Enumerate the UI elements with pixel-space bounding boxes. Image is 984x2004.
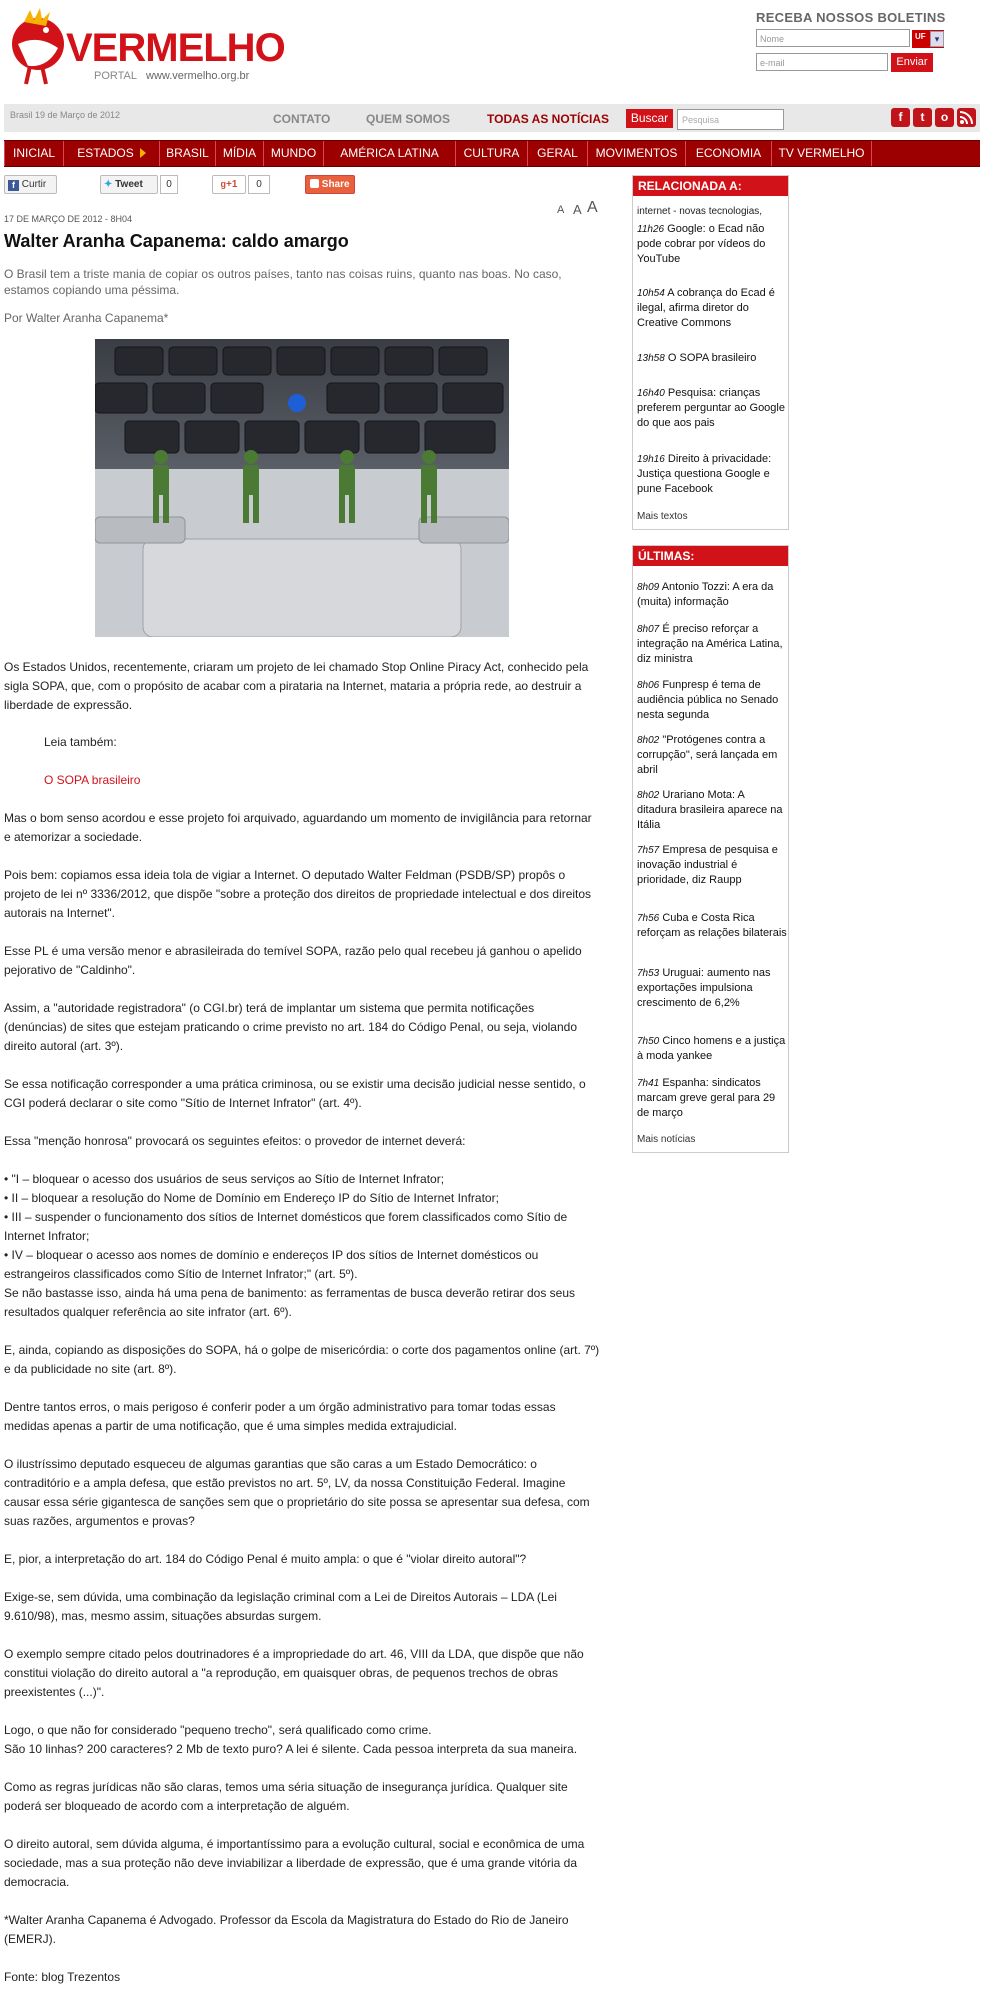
latest-item[interactable]: 7h41 Espanha: sindicatos marcam greve geral para 29 de março xyxy=(637,1077,776,1119)
newsletter-name-input[interactable]: Nome xyxy=(756,29,910,47)
nav-item-america-latina[interactable]: AMÉRICA LATINA xyxy=(324,141,456,166)
nav-item-brasil[interactable]: BRASIL xyxy=(160,141,216,166)
article-paragraph: O direito autoral, sem dúvida alguma, é importantíssimo para a evolução cultural, social e econômica de uma sociedade, mas a sua proteção não deve inviabilizar a liberdade de expressão, que é uma grande vitória da democracia. xyxy=(4,1837,585,1889)
latest-item[interactable]: 7h50 Cinco homens e a justiça à moda yankee xyxy=(637,1035,786,1062)
google-plus-icon: g xyxy=(220,179,227,189)
related-title: RELACIONADA A: xyxy=(633,176,788,196)
latest-item[interactable]: 8h06 Funpresp é tema de audiência pública no Senado nesta segunda xyxy=(637,679,779,721)
plusone-count: 0 xyxy=(248,175,270,194)
article-paragraph: Os Estados Unidos, recentemente, criaram um projeto de lei chamado Stop Online Piracy Act, conhecido pela sigla SOPA, que, com o propósito de acabar com a pirataria na Internet, mataria a própria rede, ao destruir a liberdade de expressão. xyxy=(4,660,589,712)
uf-select[interactable]: UF xyxy=(912,30,944,48)
latest-box xyxy=(632,545,789,1153)
article-paragraph: Exige-se, sem dúvida, uma combinação da legislação criminal com a Lei de Direitos Autorais – LDA (Lei 9.610/98), mas, mesmo assim, situações absurdas surgem. xyxy=(4,1590,557,1623)
article-date: 17 DE MARÇO DE 2012 - 8H04 xyxy=(4,214,133,224)
article-paragraph: O ilustríssimo deputado esqueceu de algumas garantias que são caras a um Estado Democrático: o contraditório e a ampla defesa, que estão previstos no art. 5º, LV, da nossa Constituição Federal. Imagine causar essa série gigantesca de sanções sem que o proprietário do site possa se apresentar sua defesa, com suas razões, argumentos e provas? xyxy=(4,1457,590,1528)
contact-link[interactable]: CONTATO xyxy=(273,112,331,126)
google-plusone-button[interactable]: g+1 xyxy=(212,175,246,194)
nav-item-geral[interactable]: GERAL xyxy=(528,141,588,166)
share-icon xyxy=(310,179,319,188)
font-size-small-button[interactable]: A xyxy=(557,204,565,216)
nav-item-economia[interactable]: ECONOMIA xyxy=(686,141,772,166)
share-button[interactable]: Share xyxy=(305,175,355,194)
article-paragraph: Essa "menção honrosa" provocará os seguintes efeitos: o provedor de internet deverá: xyxy=(4,1134,466,1148)
article-photo xyxy=(95,339,509,637)
article-paragraph: Como as regras jurídicas não são claras, temos uma séria situação de insegurança jurídica. Qualquer site poderá ser bloqueado de acordo com a interpretação de alguém. xyxy=(4,1780,568,1813)
facebook-icon[interactable]: f xyxy=(891,108,910,127)
latest-item[interactable]: 7h53 Uruguai: aumento nas exportações impulsiona crescimento de 6,2% xyxy=(637,967,771,1009)
latest-title: ÚLTIMAS: xyxy=(633,546,788,566)
current-date: Brasil 19 de Março de 2012 xyxy=(10,110,121,120)
nav-item-mundo[interactable]: MUNDO xyxy=(264,141,324,166)
related-item[interactable]: 10h54 A cobrança do Ecad é ilegal, afirma diretor do Creative Commons xyxy=(637,287,775,329)
search-input[interactable]: Pesquisa xyxy=(677,109,784,130)
brand-url: www.vermelho.org.br xyxy=(146,70,250,82)
latest-item[interactable]: 7h57 Empresa de pesquisa e inovação industrial é prioridade, diz Raupp xyxy=(637,844,778,886)
related-item[interactable]: 19h16 Direito à privacidade: Justiça questiona Google e pune Facebook xyxy=(637,453,772,495)
latest-item[interactable]: 8h09 Antonio Tozzi: A era da (muita) informação xyxy=(637,581,774,608)
related-item[interactable]: 11h26 Google: o Ecad não pode cobrar por vídeos do YouTube xyxy=(637,223,766,265)
twitter-icon[interactable]: t xyxy=(913,108,932,127)
main-nav xyxy=(4,140,980,167)
all-news-link[interactable]: TODAS AS NOTÍCIAS xyxy=(487,112,610,126)
related-tags[interactable]: internet - novas tecnologias, xyxy=(637,206,763,217)
nav-item-movimentos[interactable]: MOVIMENTOS xyxy=(588,141,686,166)
font-size-large-button[interactable]: A xyxy=(587,199,598,216)
article-paragraph: Assim, a "autoridade registradora" (o CGI.br) terá de implantar um sistema que permita notificações (denúncias) de sites que estejam praticando o crime previsto no art. 184 do Código Penal, ou seja, violando direito autoral (art. 3º). xyxy=(4,1001,578,1053)
latest-item[interactable]: 8h02 Urariano Mota: A ditadura brasileira aparece na Itália xyxy=(637,789,783,831)
article-byline: Por Walter Aranha Capanema* xyxy=(4,311,169,325)
nav-item-estados[interactable]: ESTADOS xyxy=(64,141,160,166)
facebook-icon: f xyxy=(8,180,19,191)
nav-item-tv-vermelho[interactable]: TV VERMELHO xyxy=(772,141,872,166)
brand-portal-label: PORTAL xyxy=(94,70,137,82)
article-list: • "I – bloquear o acesso dos usuários de seus serviços ao Sítio de Internet Infrator; • II – bloquear a resolução do Nome de Domínio em Endereço IP do Sítio de Internet Infrator; • III – suspender o funcionamento dos sítios de Internet domésticos que forem classificados como Sítio de Internet Infrator; • IV – bloquear o acesso aos nomes de domínio e endereços IP dos sítios de Internet domésticos ou estrangeiros classificados como Sítio de Internet Infrator;" (art. 5º). Se não bastasse isso, ainda há uma pena de banimento: as ferramentas de busca deverão retirar dos seus resultados qualquer referência ao site infrator (art. 6º). xyxy=(4,1172,576,1319)
article-paragraph: O exemplo sempre citado pelos doutrinadores é a impropriedade do art. 46, VIII da LDA, que dispõe que não constitui violação do direito autoral a "a reprodução, em quaisquer obras, de pequenos trechos de obras preexistentes (...)". xyxy=(4,1647,584,1699)
related-box xyxy=(632,175,789,530)
brand-name: VERMELHO xyxy=(66,26,285,70)
article-paragraph: Esse PL é uma versão menor e abrasileirada do temível SOPA, razão pelo qual recebeu já ganhou o apelido pejorativo de "Caldinho". xyxy=(4,944,582,977)
latest-item[interactable]: 7h56 Cuba e Costa Rica reforçam as relações bilaterais xyxy=(637,912,787,939)
search-button[interactable]: Buscar xyxy=(626,109,673,128)
read-also-link[interactable]: O SOPA brasileiro xyxy=(44,773,141,787)
related-item[interactable]: 13h58 O SOPA brasileiro xyxy=(637,352,757,364)
newsletter-submit-button[interactable]: Enviar xyxy=(891,53,933,72)
about-link[interactable]: QUEM SOMOS xyxy=(366,112,451,126)
newsletter-box xyxy=(756,10,976,25)
article-paragraph: Logo, o que não for considerado "pequeno trecho", será qualificado como crime. São 10 linhas? 200 caracteres? 2 Mb de texto puro? A lei é silente. Cada pessoa interpreta da sua maneira. xyxy=(4,1723,578,1756)
article-paragraph: Mas o bom senso acordou e esse projeto foi arquivado, aguardando um momento de invigilância para retornar e atemorizar a sociedade. xyxy=(4,811,592,844)
article-lead: O Brasil tem a triste mania de copiar os outros países, tanto nas coisas ruins, quanto nas boas. No caso, estamos copiando uma péssima. xyxy=(4,267,562,297)
article-paragraph: E, pior, a interpretação do art. 184 do Código Penal é muito ampla: o que é "violar direito autoral"? xyxy=(4,1552,527,1566)
nav-item-inicial[interactable]: INICIAL xyxy=(4,141,64,166)
latest-item[interactable]: 8h02 "Protógenes contra a corrupção", será lançada em abril xyxy=(637,734,778,776)
newsletter-title: RECEBA NOSSOS BOLETINS xyxy=(756,10,946,25)
chevron-right-icon xyxy=(140,148,146,158)
article-source: Fonte: blog Trezentos xyxy=(4,1970,121,1984)
latest-item[interactable]: 8h07 É preciso reforçar a integração na América Latina, diz ministra xyxy=(637,623,783,665)
more-texts-link[interactable]: Mais textos xyxy=(637,511,688,522)
read-also-label: Leia também: xyxy=(44,735,117,749)
rss-icon[interactable] xyxy=(957,108,976,127)
chevron-down-icon[interactable]: ▾ xyxy=(930,31,944,47)
tweet-count: 0 xyxy=(160,175,178,194)
article-paragraph: Pois bem: copiamos essa ideia tola de vigiar a Internet. O deputado Walter Feldman (PSDB/SP) propôs o projeto de lei nº 3336/2012, que dispõe "sobre a proteção dos direitos de propriedade intelectual e dos direitos autorais na Internet". xyxy=(4,868,592,920)
author-note: *Walter Aranha Capanema é Advogado. Professor da Escola da Magistratura do Estado do Rio de Janeiro (EMERJ). xyxy=(4,1913,569,1946)
font-size-medium-button[interactable]: A xyxy=(573,202,582,217)
article-paragraph: Se essa notificação corresponder a uma prática criminosa, ou se existir uma decisão judicial nesse sentido, o CGI poderá declarar o site como "Sítio de Internet Infrator" (art. 4º). xyxy=(4,1077,586,1110)
nav-item-cultura[interactable]: CULTURA xyxy=(456,141,528,166)
orkut-icon[interactable]: o xyxy=(935,108,954,127)
article-title: Walter Aranha Capanema: caldo amargo xyxy=(4,231,349,251)
tweet-button[interactable]: ✦ Tweet xyxy=(100,175,158,194)
newsletter-email-input[interactable]: e-mail xyxy=(756,53,888,71)
article-paragraph: Dentre tantos erros, o mais perigoso é conferir poder a um órgão administrativo para tomar todas essas medidas apenas a partir de uma notificação, que é uma simples medida extrajudicial. xyxy=(4,1400,556,1433)
twitter-bird-icon: ✦ xyxy=(104,179,113,190)
article-paragraph: E, ainda, copiando as disposições do SOPA, há o golpe de misericórdia: o corte dos pagamentos online (art. 7º) e da publicidade no site (art. 8º). xyxy=(4,1343,600,1376)
site-logo[interactable] xyxy=(8,4,285,90)
more-news-link[interactable]: Mais notícias xyxy=(637,1134,696,1145)
nav-item-midia[interactable]: MÍDIA xyxy=(216,141,264,166)
related-item[interactable]: 16h40 Pesquisa: crianças preferem perguntar ao Google do que aos pais xyxy=(637,387,785,429)
facebook-like-button[interactable]: f Curtir xyxy=(4,175,57,194)
